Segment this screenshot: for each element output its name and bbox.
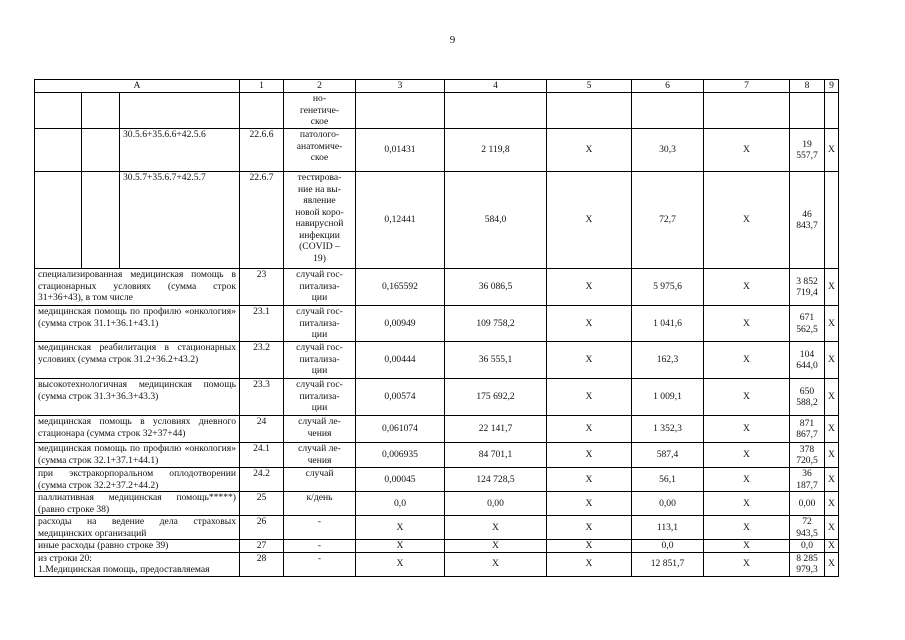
cell-c5: X: [547, 468, 632, 492]
cell-c6: [632, 93, 704, 129]
cell-c8: 650 588,2: [790, 379, 825, 416]
cell-c9: X: [825, 540, 839, 553]
table-row: [35, 540, 839, 553]
cell-a: медицинская помощь по профилю «онкология» (сумма строк 31.1+36.1+43.1): [35, 306, 240, 342]
cell-unit: -: [284, 552, 356, 576]
cell-c7: X: [704, 342, 790, 379]
cell-c6: 0,00: [632, 492, 704, 516]
table-row: [35, 443, 839, 468]
cell-c8: 871 867,7: [790, 416, 825, 443]
cell-num: 22.6.6: [240, 129, 284, 172]
cell-num: 22.6.7: [240, 172, 284, 269]
cell-c4: 36 086,5: [445, 269, 547, 306]
cell-a: медицинская помощь в условиях дневного стационара (сумма строк 32+37+44): [35, 416, 240, 443]
cell-c8: 0,00: [790, 492, 825, 516]
cell-c3: 0,165592: [356, 269, 445, 306]
header-cell-7: 7: [704, 80, 790, 93]
cell-c5: X: [547, 269, 632, 306]
cell-c5: X: [547, 416, 632, 443]
cell-c6: 0,0: [632, 540, 704, 553]
table-row: [35, 492, 839, 516]
cell-c4: 2 119,8: [445, 129, 547, 172]
cell-unit: случай ле- чения: [284, 443, 356, 468]
cell-unit: случай ле- чения: [284, 416, 356, 443]
cell-c7: X: [704, 468, 790, 492]
cell-c6: 587,4: [632, 443, 704, 468]
cell-c9: X: [825, 443, 839, 468]
cell-c4: 0,00: [445, 492, 547, 516]
cell-c3: X: [356, 540, 445, 553]
cell-c3: 0,006935: [356, 443, 445, 468]
cell-c7: X: [704, 269, 790, 306]
table-row: [35, 129, 839, 172]
cell-c7: X: [704, 129, 790, 172]
header-cell-2: 2: [284, 80, 356, 93]
cell-c8: 378 720,5: [790, 443, 825, 468]
cell-unit: случай гос- питализа- ции: [284, 269, 356, 306]
cell-c9: X: [825, 552, 839, 576]
cell-c8: 8 285 979,3: [790, 552, 825, 576]
cell-c6: 12 851,7: [632, 552, 704, 576]
cell-c3: 0,00949: [356, 306, 445, 342]
cell-c4: 124 728,5: [445, 468, 547, 492]
cell-unit: -: [284, 540, 356, 553]
cell-c4: X: [445, 516, 547, 540]
header-cell-3: 3: [356, 80, 445, 93]
cell-c8: 104 644,0: [790, 342, 825, 379]
cell-c6: 5 975,6: [632, 269, 704, 306]
cell-c5: X: [547, 492, 632, 516]
cell-unit: патолого- анатомиче- ское: [284, 129, 356, 172]
cell-c6: 113,1: [632, 516, 704, 540]
cell-c8: 3 852 719,4: [790, 269, 825, 306]
cell-c6: 1 352,3: [632, 416, 704, 443]
cell-c6: 72,7: [632, 172, 704, 269]
cell-c6: 1 009,1: [632, 379, 704, 416]
table-row: [35, 516, 839, 540]
cell-c6: 30,3: [632, 129, 704, 172]
cell-c3: 0,00444: [356, 342, 445, 379]
cell-num: 24: [240, 416, 284, 443]
cell-c6: 1 041,6: [632, 306, 704, 342]
blank-cell: [35, 129, 82, 172]
cell-c7: X: [704, 416, 790, 443]
table-row: [35, 306, 839, 342]
cell-c5: [547, 93, 632, 129]
header-cell-1: 1: [240, 80, 284, 93]
table-row: [35, 269, 839, 306]
cell-unit: к/день: [284, 492, 356, 516]
cell-c8: 36 187,7: [790, 468, 825, 492]
cell-c5: X: [547, 172, 632, 269]
cell-c9: X: [825, 379, 839, 416]
cell-c3: 0,12441: [356, 172, 445, 269]
cell-a: 30.5.6+35.6.6+42.5.6: [120, 129, 240, 172]
cell-c4: [445, 93, 547, 129]
cell-c7: X: [704, 540, 790, 553]
cell-a: медицинская помощь по профилю «онкология» (сумма строк 32.1+37.1+44.1): [35, 443, 240, 468]
cell-c3: 0,061074: [356, 416, 445, 443]
cell-c7: X: [704, 172, 790, 269]
cell-unit: случай гос- питализа- ции: [284, 379, 356, 416]
page-number: 9: [449, 34, 456, 46]
cell-c8: 19 557,7: [790, 129, 825, 172]
cell-a: при экстракорпоральном оплодотворении (сумма строк 32.2+37.2+44.2): [35, 468, 240, 492]
cell-num: 28: [240, 552, 284, 576]
table-row: [35, 93, 839, 129]
cell-c4: X: [445, 540, 547, 553]
cell-unit: случай: [284, 468, 356, 492]
cell-c9: X: [825, 306, 839, 342]
table-row: [35, 172, 839, 269]
cell-a: из строки 20: 1.Медицинская помощь, предоставляемая: [35, 552, 240, 576]
table-row: [35, 342, 839, 379]
header-cell-a: А: [35, 80, 240, 93]
cell-c3: 0,01431: [356, 129, 445, 172]
header-cell-5: 5: [547, 80, 632, 93]
table-row: [35, 468, 839, 492]
blank-cell: [35, 172, 82, 269]
cell-c6: 56,1: [632, 468, 704, 492]
cell-c4: 175 692,2: [445, 379, 547, 416]
cell-c5: X: [547, 306, 632, 342]
cell-c7: X: [704, 306, 790, 342]
cell-unit: -: [284, 516, 356, 540]
cell-c5: X: [547, 379, 632, 416]
table-row: [35, 379, 839, 416]
cell-a: специализированная медицинская помощь в стационарных условиях (сумма строк 31+36+43), в том числе: [35, 269, 240, 306]
header-row: [35, 80, 839, 93]
cell-a: 30.5.7+35.6.7+42.5.7: [120, 172, 240, 269]
cell-num: [240, 93, 284, 129]
cell-num: 24.2: [240, 468, 284, 492]
cell-num: 23: [240, 269, 284, 306]
cell-c9: X: [825, 416, 839, 443]
cell-c5: X: [547, 552, 632, 576]
cell-c9: X: [825, 516, 839, 540]
cell-c9: X: [825, 342, 839, 379]
cell-unit: случай гос- питализа- ции: [284, 342, 356, 379]
cell-a: [120, 93, 240, 129]
cell-unit: но- генетиче- ское: [284, 93, 356, 129]
blank-cell: [82, 172, 120, 269]
cell-num: 26: [240, 516, 284, 540]
cell-c4: 584,0: [445, 172, 547, 269]
cell-a: расходы на ведение дела страховых медицинских организаций: [35, 516, 240, 540]
cell-c9: X: [825, 269, 839, 306]
cell-c3: 0,0: [356, 492, 445, 516]
cell-c5: X: [547, 540, 632, 553]
cell-c5: X: [547, 443, 632, 468]
cell-a: паллиативная медицинская помощь*****) (равно строке 38): [35, 492, 240, 516]
cell-a: высокотехнологичная медицинская помощь (сумма строк 31.3+36.3+43.3): [35, 379, 240, 416]
cell-num: 25: [240, 492, 284, 516]
cell-c9: X: [825, 468, 839, 492]
cell-c3: [356, 93, 445, 129]
cell-c5: X: [547, 516, 632, 540]
cell-c4: 36 555,1: [445, 342, 547, 379]
cell-c5: X: [547, 129, 632, 172]
header-cell-8: 8: [790, 80, 825, 93]
cell-c6: 162,3: [632, 342, 704, 379]
header-cell-4: 4: [445, 80, 547, 93]
cell-c7: X: [704, 552, 790, 576]
blank-cell: [82, 93, 120, 129]
cell-c3: 0,00574: [356, 379, 445, 416]
cell-c7: X: [704, 492, 790, 516]
cell-num: 23.2: [240, 342, 284, 379]
cell-c8: 72 943,5: [790, 516, 825, 540]
cell-num: 23.1: [240, 306, 284, 342]
cell-c3: X: [356, 516, 445, 540]
cell-c9: X: [825, 492, 839, 516]
cell-c9: X: [825, 129, 839, 172]
table-row: [35, 416, 839, 443]
cell-c7: X: [704, 379, 790, 416]
cell-a: иные расходы (равно строке 39): [35, 540, 240, 553]
cell-unit: тестирова- ние на вы- явление новой коро- навирусной инфекции (COVID – 19): [284, 172, 356, 269]
cell-c9: [825, 172, 839, 269]
statistics-table: [34, 79, 839, 577]
cell-c8: 671 562,5: [790, 306, 825, 342]
cell-a: медицинская реабилитация в стационарных условиях (сумма строк 31.2+36.2+43.2): [35, 342, 240, 379]
cell-c4: X: [445, 552, 547, 576]
cell-c8: [790, 93, 825, 129]
cell-c8: 46 843,7: [790, 172, 825, 269]
header-cell-9: 9: [825, 80, 839, 93]
cell-c7: [704, 93, 790, 129]
cell-c8: 0,0: [790, 540, 825, 553]
cell-num: 27: [240, 540, 284, 553]
cell-c3: 0,00045: [356, 468, 445, 492]
cell-num: 24.1: [240, 443, 284, 468]
header-cell-6: 6: [632, 80, 704, 93]
cell-c9: [825, 93, 839, 129]
blank-cell: [82, 129, 120, 172]
cell-c4: 84 701,1: [445, 443, 547, 468]
blank-cell: [35, 93, 82, 129]
cell-c7: X: [704, 516, 790, 540]
table-row: [35, 552, 839, 576]
cell-c5: X: [547, 342, 632, 379]
cell-c4: 22 141,7: [445, 416, 547, 443]
cell-c7: X: [704, 443, 790, 468]
cell-c3: X: [356, 552, 445, 576]
cell-unit: случай гос- питализа- ции: [284, 306, 356, 342]
cell-c4: 109 758,2: [445, 306, 547, 342]
cell-num: 23.3: [240, 379, 284, 416]
